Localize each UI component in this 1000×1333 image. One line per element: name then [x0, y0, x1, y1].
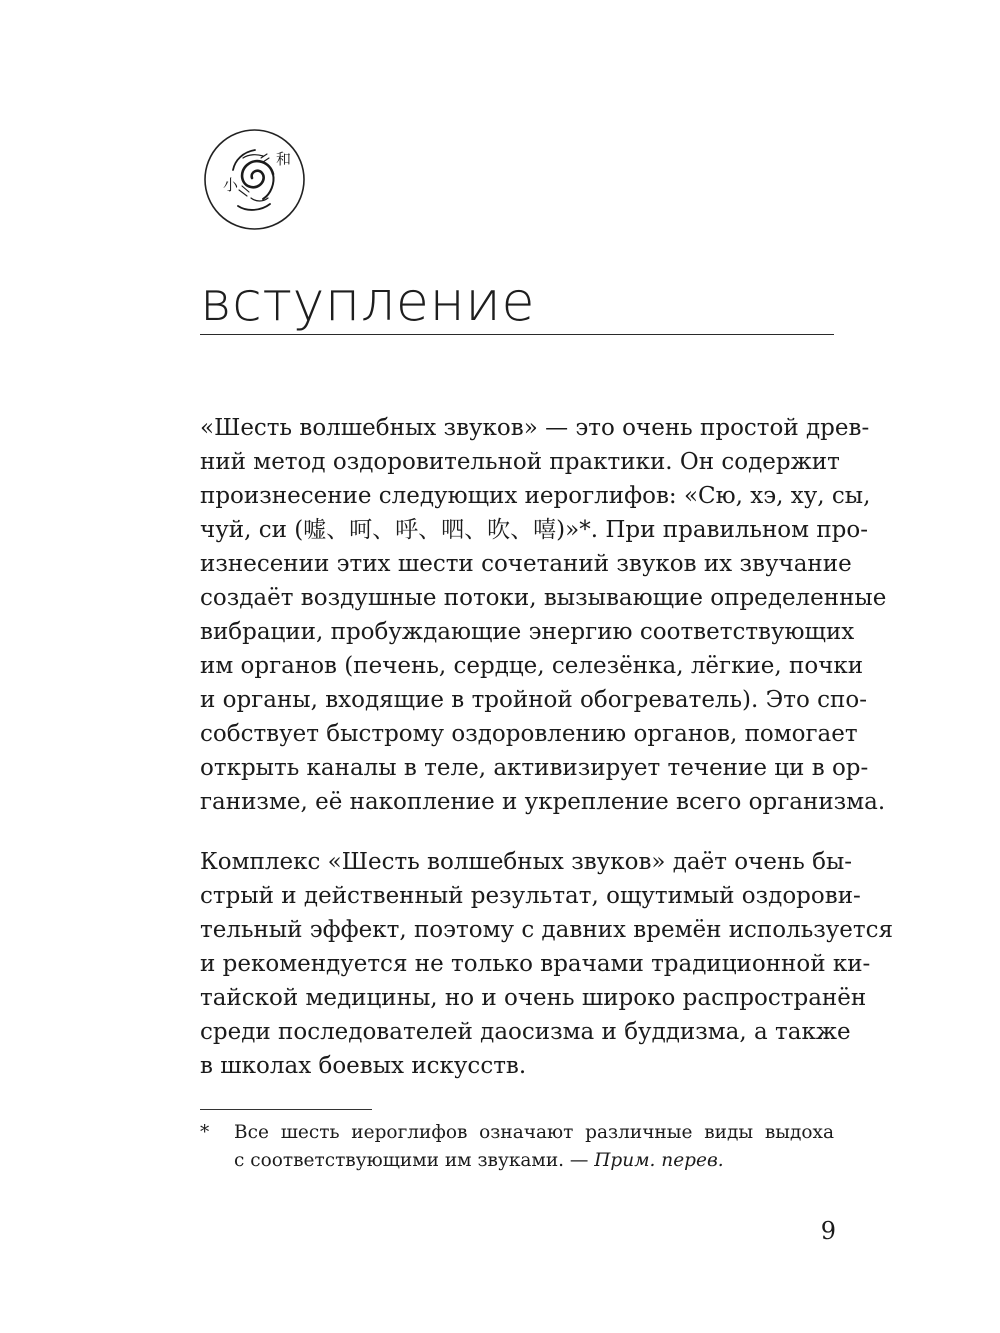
chapter-emblem	[203, 128, 306, 231]
footnote-text: с соответствующими им звуками. —	[234, 1150, 595, 1171]
emblem-glyph-right: 和	[276, 150, 292, 168]
paragraph-intro	[200, 411, 887, 819]
footnote-line	[234, 1147, 834, 1175]
footnote-divider	[200, 1109, 372, 1110]
paragraph-line: ганизме, её накопление и укрепление всего организма.	[200, 789, 886, 815]
paragraph-line: ний метод оздоровительной практики. Он содержит	[200, 449, 840, 475]
paragraph-line: создаёт воздушные потоки, вызывающие определенные	[200, 585, 887, 611]
paragraph-line: «Шесть волшебных звуков» — это очень простой древ-	[200, 415, 870, 441]
paragraph-line: в школах боевых искусств.	[200, 1053, 527, 1079]
paragraph-line: Комплекс «Шесть волшебных звуков» даёт очень бы-	[200, 849, 853, 875]
paragraph-line: произнесение следующих иероглифов: «Сю, хэ, ху, сы,	[200, 483, 871, 509]
translator-note: Прим. перев.	[594, 1150, 724, 1171]
title-divider	[200, 334, 834, 335]
footnote-marker: *	[200, 1122, 210, 1143]
footnote-line: Все шесть иероглифов означают различные виды выдоха	[234, 1122, 834, 1143]
paragraph-line: тельный эффект, поэтому с давних времён используется	[200, 917, 894, 943]
paragraph-line: открыть каналы в теле, активизирует течение ци в ор-	[200, 755, 869, 781]
paragraph-line: и рекомендуется не только врачами традиционной ки-	[200, 951, 871, 977]
paragraph-line: стрый и действенный результат, ощутимый оздорови-	[200, 883, 861, 909]
paragraph-line: вибрации, пробуждающие энергию соответствующих	[200, 619, 855, 645]
page-number: 9	[820, 1217, 836, 1245]
chapter-title: вступление	[200, 270, 536, 333]
paragraph-line: среди последователей даосизма и буддизма, а также	[200, 1019, 851, 1045]
spiral-emblem-icon	[203, 128, 306, 231]
paragraph-line: чуй, си (嘘、呵、呼、呬、吹、嘻)»*. При правильном про-	[200, 517, 868, 543]
paragraph-line: изнесении этих шести сочетаний звуков их звучание	[200, 551, 852, 577]
paragraph-line: им органов (печень, сердце, селезёнка, лёгкие, почки	[200, 653, 864, 679]
emblem-glyph-left: 小	[223, 176, 239, 194]
paragraph-line: собствует быстрому оздоровлению органов, помогает	[200, 721, 858, 747]
paragraph-line: тайской медицины, но и очень широко распространён	[200, 985, 867, 1011]
paragraph-complex	[200, 845, 894, 1083]
footnote-body	[234, 1119, 834, 1175]
footnote	[200, 1119, 834, 1175]
paragraph-line: и органы, входящие в тройной обогреватель). Это спо-	[200, 687, 867, 713]
